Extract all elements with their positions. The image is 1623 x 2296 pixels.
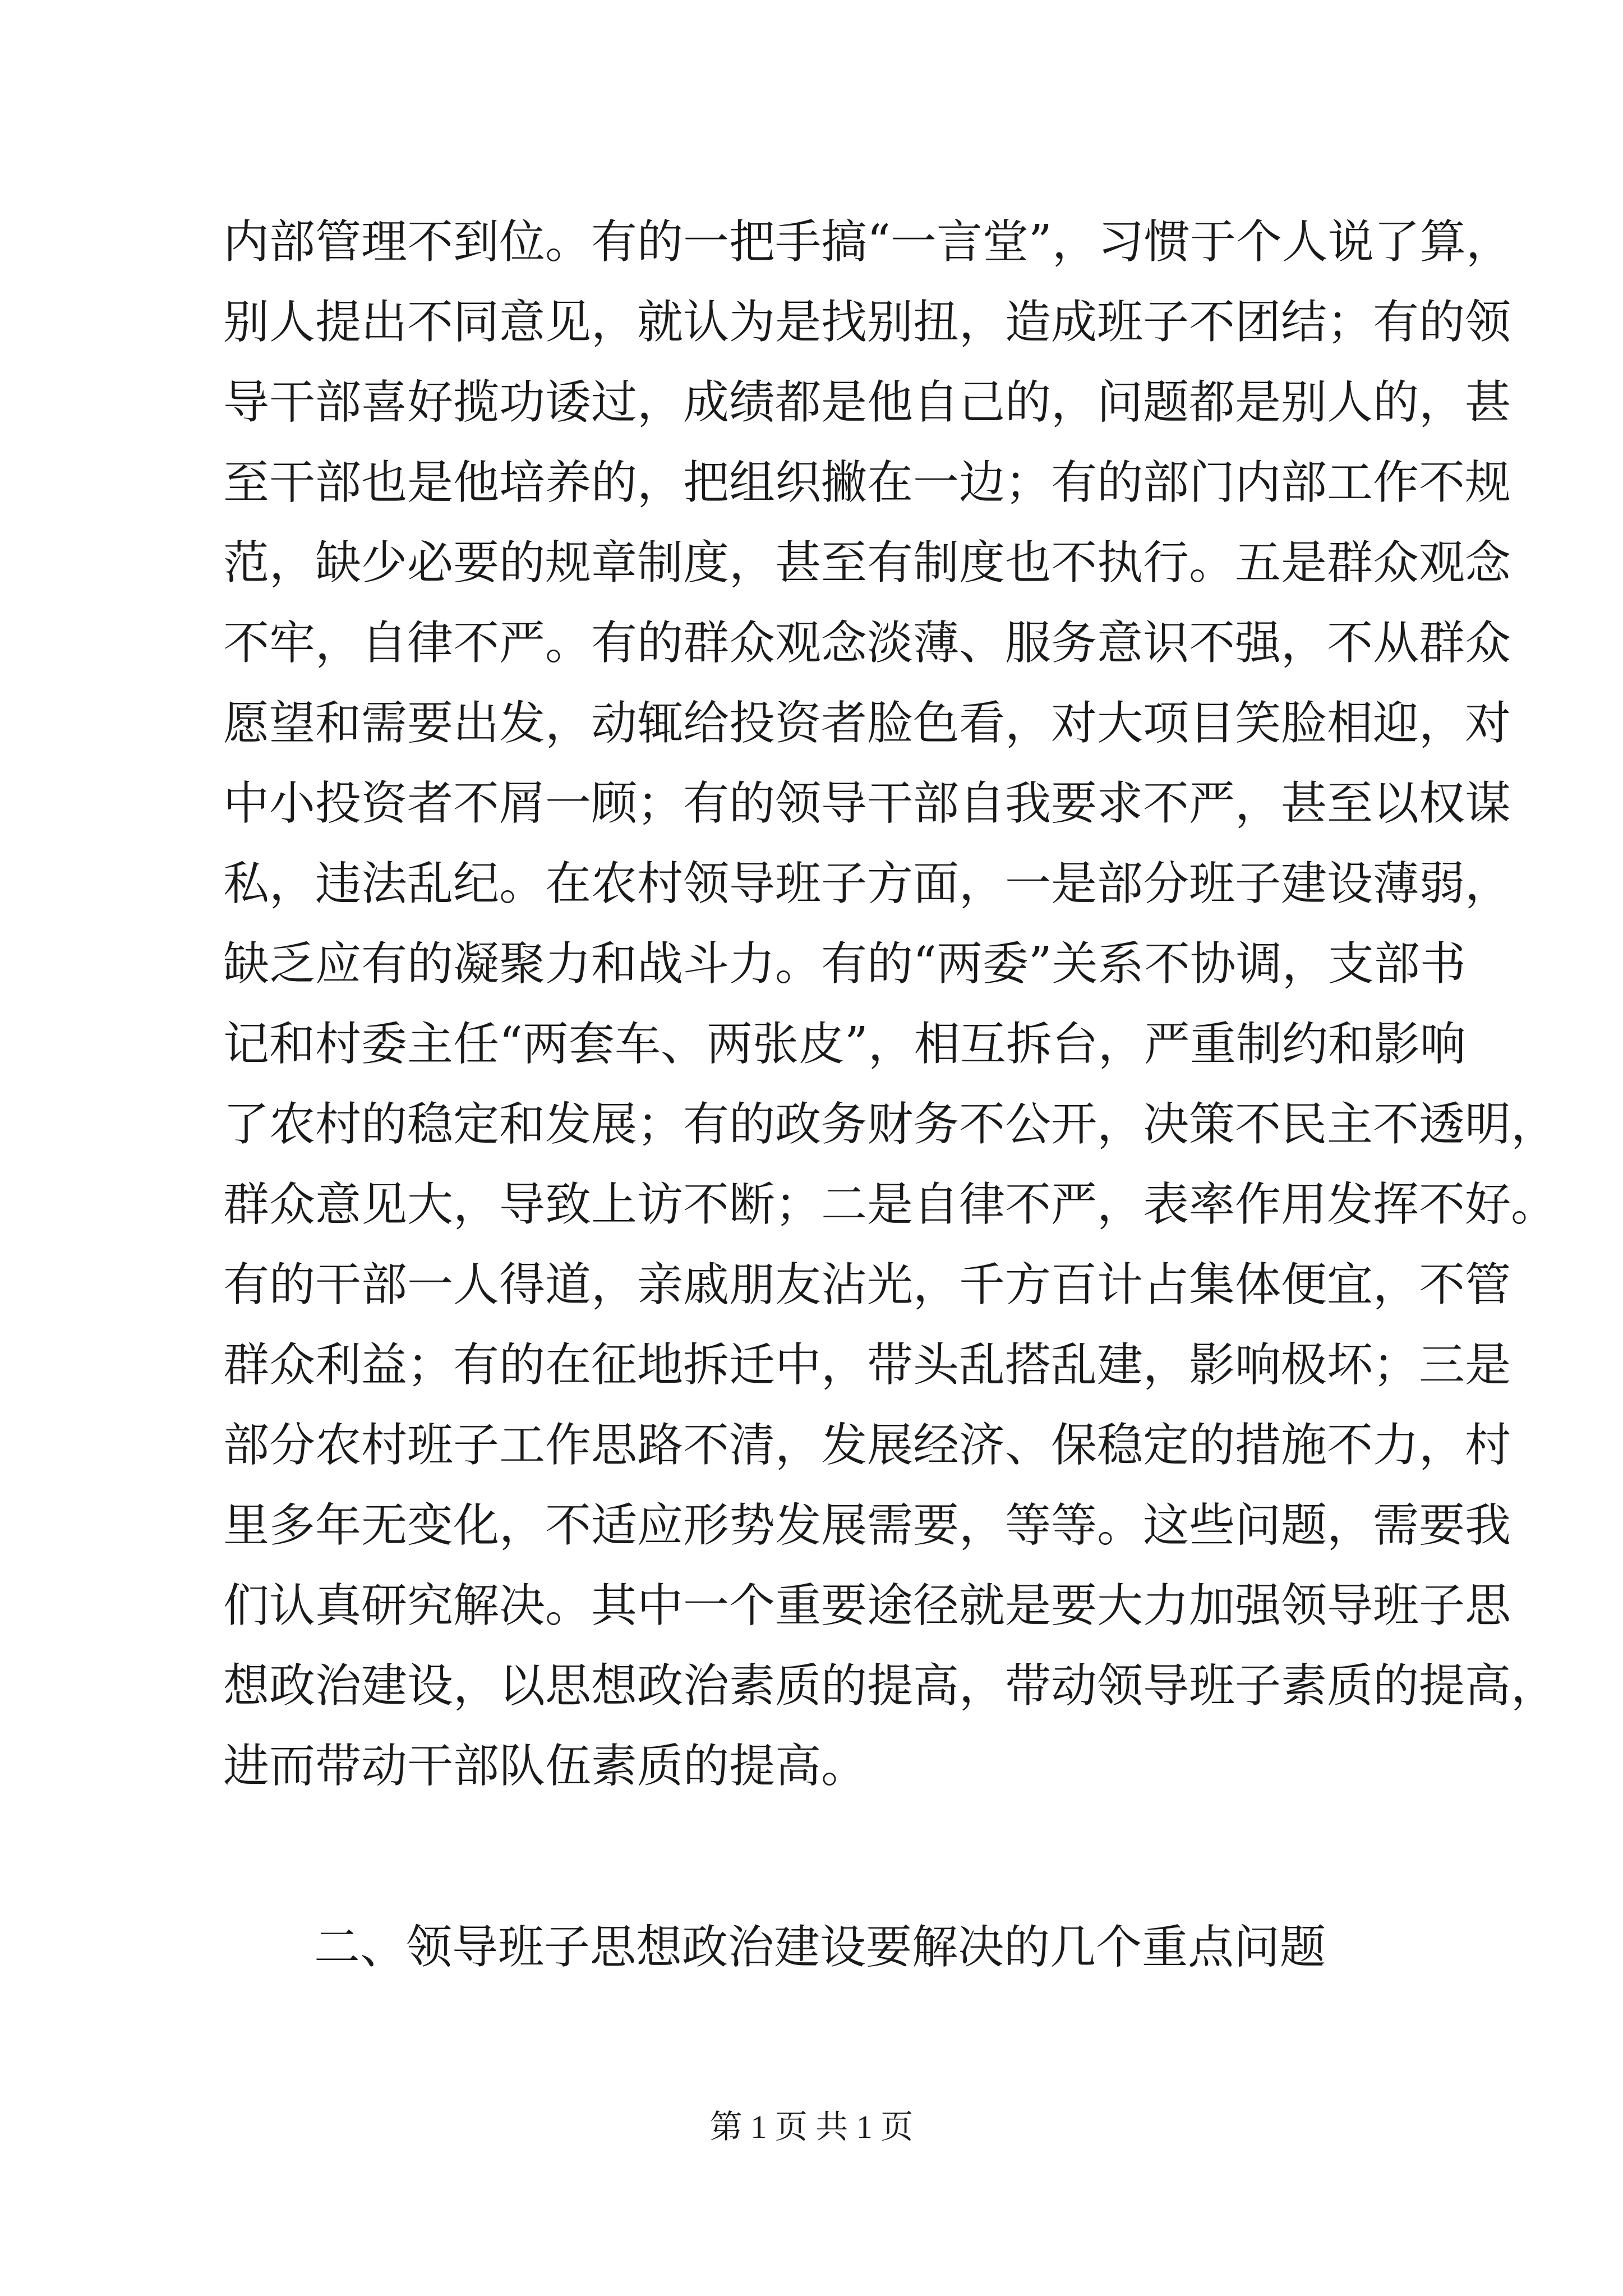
body-line: 不牢，自律不严。有的群众观念淡薄、服务意识不强，不从群众 [223,616,1511,670]
body-paragraph [223,202,1557,1806]
body-line: 缺乏应有的凝聚力和战斗力。有的“两委”关系不协调，支部书 [223,937,1466,991]
body-line: 了农村的稳定和发展；有的政务财务不公开，决策不民主不透明， [223,1098,1557,1151]
section-heading: 二、领导班子思想政治建设要解决的几个重点问题 [314,1921,1326,1974]
body-line: 私，违法乱纪。在农村领导班子方面，一是部分班子建设薄弱， [223,857,1511,910]
body-line: 里多年无变化，不适应形势发展需要，等等。这些问题，需要我 [223,1499,1511,1552]
body-line: 至干部也是他培养的，把组织撇在一边；有的部门内部工作不规 [223,456,1511,509]
body-line: 中小投资者不屑一顾；有的领导干部自我要求不严，甚至以权谋 [223,777,1511,830]
body-line: 群众利益；有的在征地拆迁中，带头乱搭乱建，影响极坏；三是 [223,1338,1511,1392]
body-line: 内部管理不到位。有的一把手搞“一言堂”，习惯于个人说了算， [223,215,1512,269]
body-line: 有的干部一人得道，亲戚朋友沾光，千方百计占集体便宜，不管 [223,1258,1511,1312]
body-line: 别人提出不同意见，就认为是找别扭，造成班子不团结；有的领 [223,296,1511,349]
body-line: 进而带动干部队伍素质的提高。 [223,1740,868,1793]
body-line: 愿望和需要出发，动辄给投资者脸色看，对大项目笑脸相迎，对 [223,697,1511,750]
body-line: 们认真研究解决。其中一个重要途径就是要大力加强领导班子思 [223,1579,1511,1632]
body-line: 导干部喜好揽功诿过，成绩都是他自己的，问题都是别人的，甚 [223,376,1511,429]
page-number: 第 1 页 共 1 页 [709,2109,914,2145]
body-line: 记和村委主任“两套车、两张皮”，相互拆台，严重制约和影响 [223,1018,1466,1071]
body-line: 范，缺少必要的规章制度，甚至有制度也不执行。五是群众观念 [223,536,1511,590]
body-line: 群众意见大，导致上访不断；二是自律不严，表率作用发挥不好。 [223,1178,1557,1231]
body-line: 部分农村班子工作思路不清，发展经济、保稳定的措施不力，村 [223,1419,1511,1472]
body-line: 想政治建设，以思想政治素质的提高，带动领导班子素质的提高， [223,1659,1557,1713]
